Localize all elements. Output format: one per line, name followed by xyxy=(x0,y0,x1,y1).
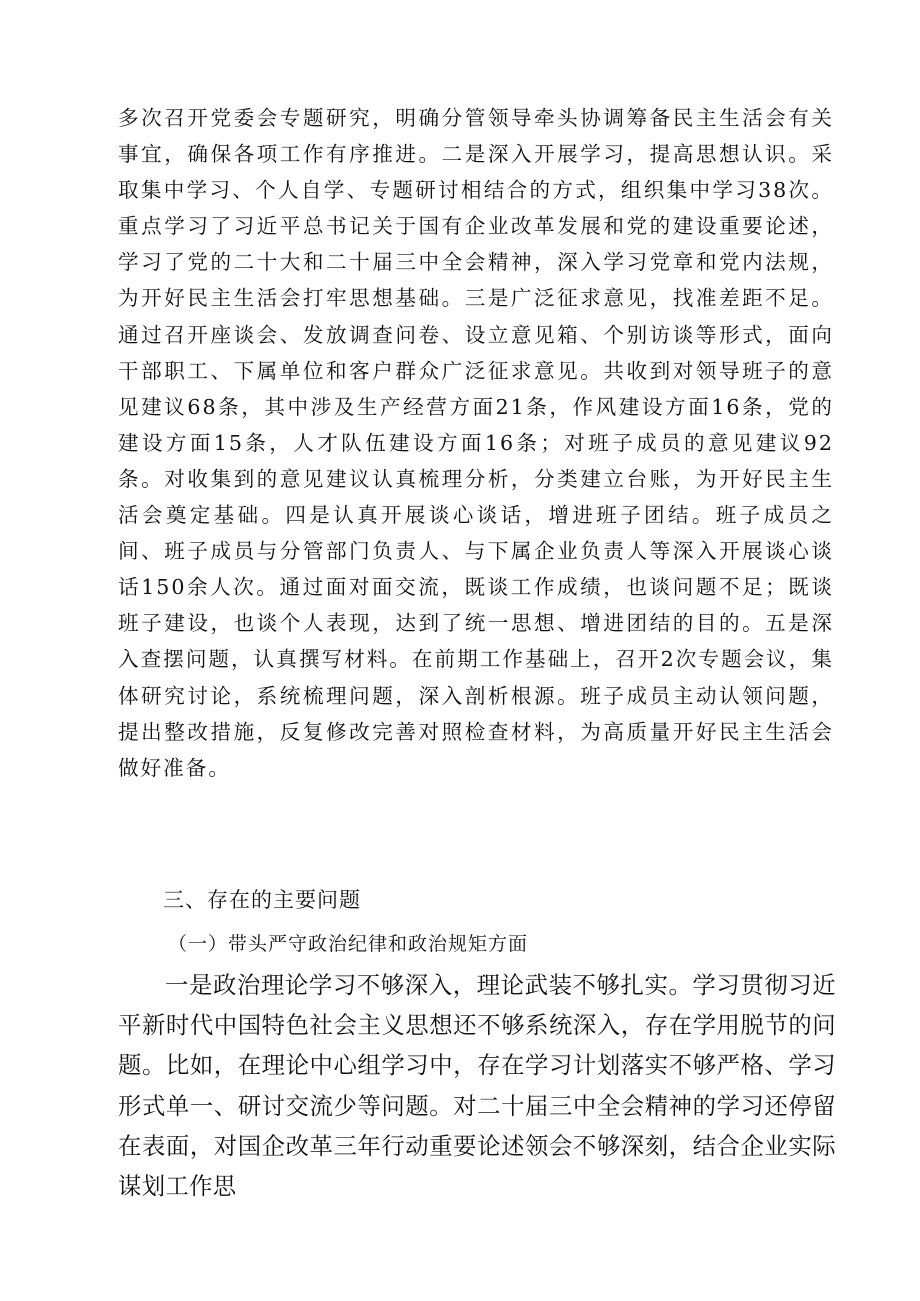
subsection-heading: （一）带头严守政治纪律和政治规矩方面 xyxy=(168,933,529,955)
section-heading: 三、存在的主要问题 xyxy=(163,888,361,912)
body-paragraph-problem-one: 一是政治理论学习不够深入，理论武装不够扎实。学习贯彻习近平新时代中国特色社会主义思想还不够系统深入，存在学用脱节的问题。比如，在理论中心组学习中，存在学习计划落实不够严格、学习形式单一、研讨交流少等问题。对二十届三中全会精神的学习还停留在表面，对国企改革三年行动重要论述领会不够深刻，结合企业实际谋划工作思 xyxy=(118,971,836,1201)
body-paragraph-continuation: 多次召开党委会专题研究，明确分管领导牵头协调筹备民主生活会有关事宜，确保各项工作有序推进。二是深入开展学习，提高思想认识。采取集中学习、个人自学、专题研讨相结合的方式，组织集中学习38次。重点学习了习近平总书记关于国有企业改革发展和党的建设重要论述，学习了党的二十大和二十届三中全会精神，深入学习党章和党内法规，为开好民主生活会打牢思想基础。三是广泛征求意见，找准差距不足。通过召开座谈会、发放调查问卷、设立意见箱、个别访谈等形式，面向干部职工、下属单位和客户群众广泛征求意见。共收到对领导班子的意见建议68条，其中涉及生产经营方面21条，作风建设方面16条，党的建设方面15条，人才队伍建设方面16条；对班子成员的意见建议92条。对收集到的意见建议认真梳理分析，分类建立台账，为开好民主生活会奠定基础。四是认真开展谈心谈话，增进班子团结。班子成员之间、班子成员与分管部门负责人、与下属企业负责人等深入开展谈心谈话150余人次。通过面对面交流，既谈工作成绩，也谈问题不足；既谈班子建设，也谈个人表现，达到了统一思想、增进团结的目的。五是深入查摆问题，认真撰写材料。在前期工作基础上，召开2次专题会议，集体研究讨论，系统梳理问题，深入剖析根源。班子成员主动认领问题，提出整改措施，反复修改完善对照检查材料，为高质量开好民主生活会做好准备。 xyxy=(118,106,834,780)
